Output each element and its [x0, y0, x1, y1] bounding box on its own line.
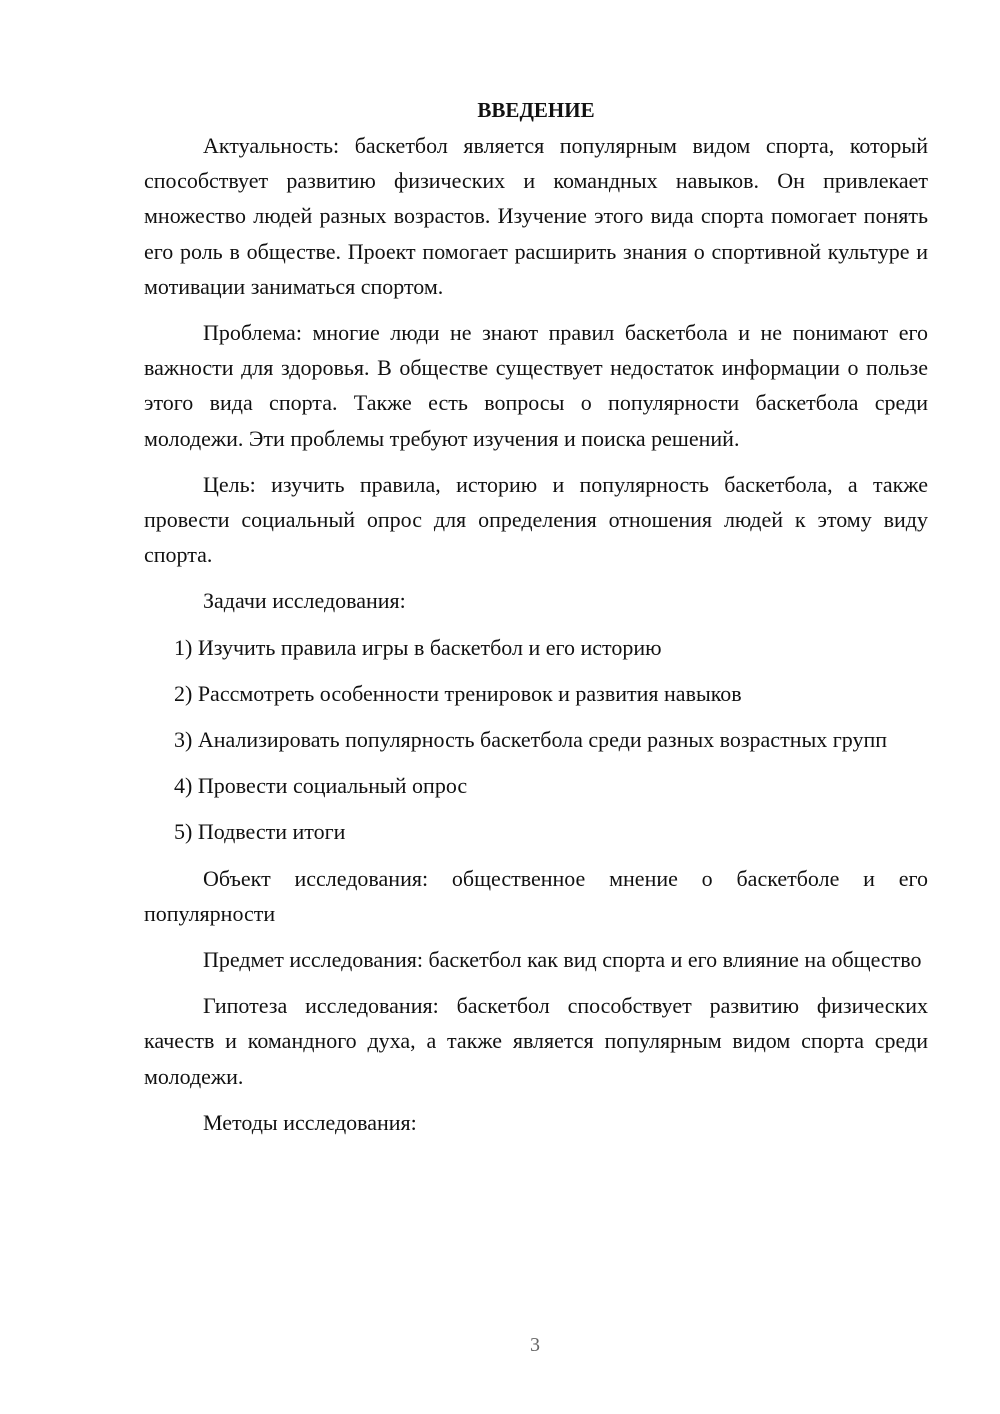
paragraph-relevance: Актуальность: баскетбол является популярным видом спорта, который способствует развитию физических и командных навыков. Он привлекает множество людей разных возрастов. Изучение этого вида спорта помогает понять его роль в обществе. Проект помогает расширить знания о спортивной культуре и мотивации заниматься спортом.: [144, 133, 928, 299]
tasks-list: [144, 630, 928, 850]
task-item: 3) Анализировать популярность баскетбола среди разных возрастных групп: [174, 727, 888, 753]
tasks-heading: Задачи исследования:: [203, 588, 406, 614]
page-number: 3: [530, 1334, 540, 1356]
document-page: [144, 93, 928, 1140]
task-item: 4) Провести социальный опрос: [174, 773, 468, 799]
paragraph-subject: Предмет исследования: баскетбол как вид спорта и его влияние на общество: [203, 947, 922, 973]
paragraph-problem: Проблема: многие люди не знают правил баскетбола и не понимают его важности для здоровья. В обществе существует недостаток информации о пользе этого вида спорта. Также есть вопросы о популярности баскетбола среди молодежи. Эти проблемы требуют изучения и поиска решений.: [144, 320, 928, 451]
section-title: ВВЕДЕНИЕ: [477, 98, 595, 122]
paragraph-goal: Цель: изучить правила, историю и популярность баскетбола, а также провести социальный опрос для определения отношения людей к этому виду спорта.: [144, 471, 928, 568]
methods-heading: Методы исследования:: [203, 1109, 417, 1135]
task-item: 2) Рассмотреть особенности тренировок и развития навыков: [174, 680, 742, 706]
paragraph-hypothesis: Гипотеза исследования: баскетбол способствует развитию физических качеств и командного духа, а также является популярным видом спорта среди молодежи.: [144, 993, 928, 1089]
task-item: 1) Изучить правила игры в баскетбол и его историю: [174, 634, 662, 660]
paragraph-object: Объект исследования: общественное мнение о баскетболе и его популярности: [144, 865, 928, 926]
task-item: 5) Подвести итоги: [174, 819, 346, 845]
